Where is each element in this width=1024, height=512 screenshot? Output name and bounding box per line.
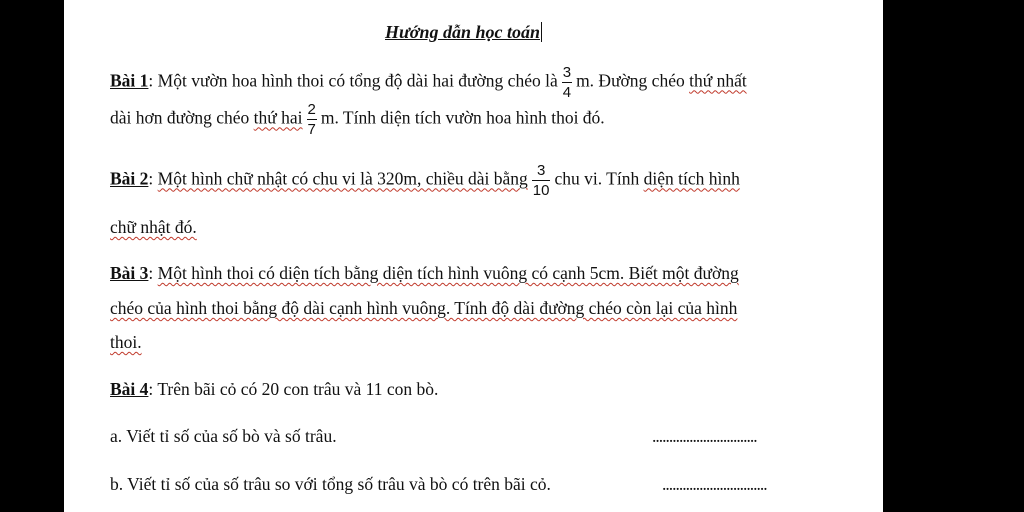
bai4-question-b: b. Viết tỉ số của số trâu so với tổng số trâu và bò có trên bãi cỏ.: [110, 474, 551, 494]
bai3-line3: [110, 334, 142, 352]
bai1-line2-text-b: thứ hai: [253, 107, 303, 128]
bai3-label: Bài 3: [110, 263, 149, 283]
bai1-fraction-2-denominator: 7: [307, 121, 316, 138]
bai1-line2: [110, 102, 605, 137]
bai2-line2-text: chữ nhật đó.: [110, 217, 197, 237]
bai2-fraction-numerator: 3: [536, 162, 546, 179]
bai1-line1: [110, 65, 747, 100]
bai1-fraction-1: [562, 65, 572, 100]
bai2-line2: [110, 219, 197, 237]
bai4-line1-text: : Trên bãi cỏ có 20 con trâu và 11 con bò.: [148, 379, 439, 399]
bai3-line2: [110, 300, 737, 318]
text-cursor: [541, 22, 542, 42]
answer-blank-a[interactable]: ...............................: [652, 426, 757, 446]
bai1-fraction-1-denominator: 4: [562, 84, 572, 101]
bai4-label: Bài 4: [110, 379, 149, 399]
bai1-label: Bài 1: [110, 70, 149, 91]
bai3-line3-text: thoi.: [110, 332, 142, 352]
bai1-line2-text-c: m. Tính diện tích vườn hoa hình thoi đó.: [320, 107, 605, 128]
bai1-line1-text-b: m. Đường chéo: [576, 70, 685, 91]
bai1-line2-text-a: dài hơn đường chéo: [110, 107, 250, 128]
bai1-line1-text-a: : Một vườn hoa hình thoi có tổng độ dài hai đường chéo là: [148, 70, 558, 91]
document-title-text: Hướng dẫn học toán: [385, 22, 540, 42]
bai2-line1-text-b: chu vi. Tính: [554, 168, 640, 189]
bai2-fraction-denominator: 10: [532, 182, 550, 199]
bai1-fraction-2-numerator: 2: [307, 101, 316, 118]
bai2-line1-text-c: diện tích hình: [643, 168, 740, 189]
document-title: [385, 22, 542, 43]
bai1-fraction-2: [307, 102, 317, 137]
bai4-line1: [110, 381, 438, 399]
document-page: [64, 0, 883, 512]
bai2-fraction: [532, 163, 551, 198]
bai3-line1-text: Một hình thoi có diện tích bằng diện tích hình vuông có cạnh 5cm. Biết một đường: [157, 263, 739, 283]
bai3-line1: Bài 3: Một hình thoi có diện tích bằng diện tích hình vuông có cạnh 5cm. Biết một đường: [110, 263, 739, 283]
bai1-fraction-1-numerator: 3: [562, 64, 572, 81]
bai2-label: Bài 2: [110, 168, 149, 189]
bai1-line1-text-c: thứ nhất: [689, 70, 747, 91]
bai3-line2-text: chéo của hình thoi bằng độ dài cạnh hình vuông. Tính độ dài đường chéo còn lại của hình: [110, 298, 738, 318]
bai4-question-a: a. Viết tỉ số của số bò và số trâu.: [110, 426, 337, 446]
answer-blank-b[interactable]: ...............................: [662, 474, 767, 494]
bai2-line1-text-a: Một hình chữ nhật có chu vi là 320m, chiều dài bằng: [157, 168, 528, 189]
bai2-line1: Bài 2: Một hình chữ nhật có chu vi là 320m, chiều dài bằng $\frac{3}{10}$ chu vi. Tính diện tích hình: [110, 162, 740, 199]
